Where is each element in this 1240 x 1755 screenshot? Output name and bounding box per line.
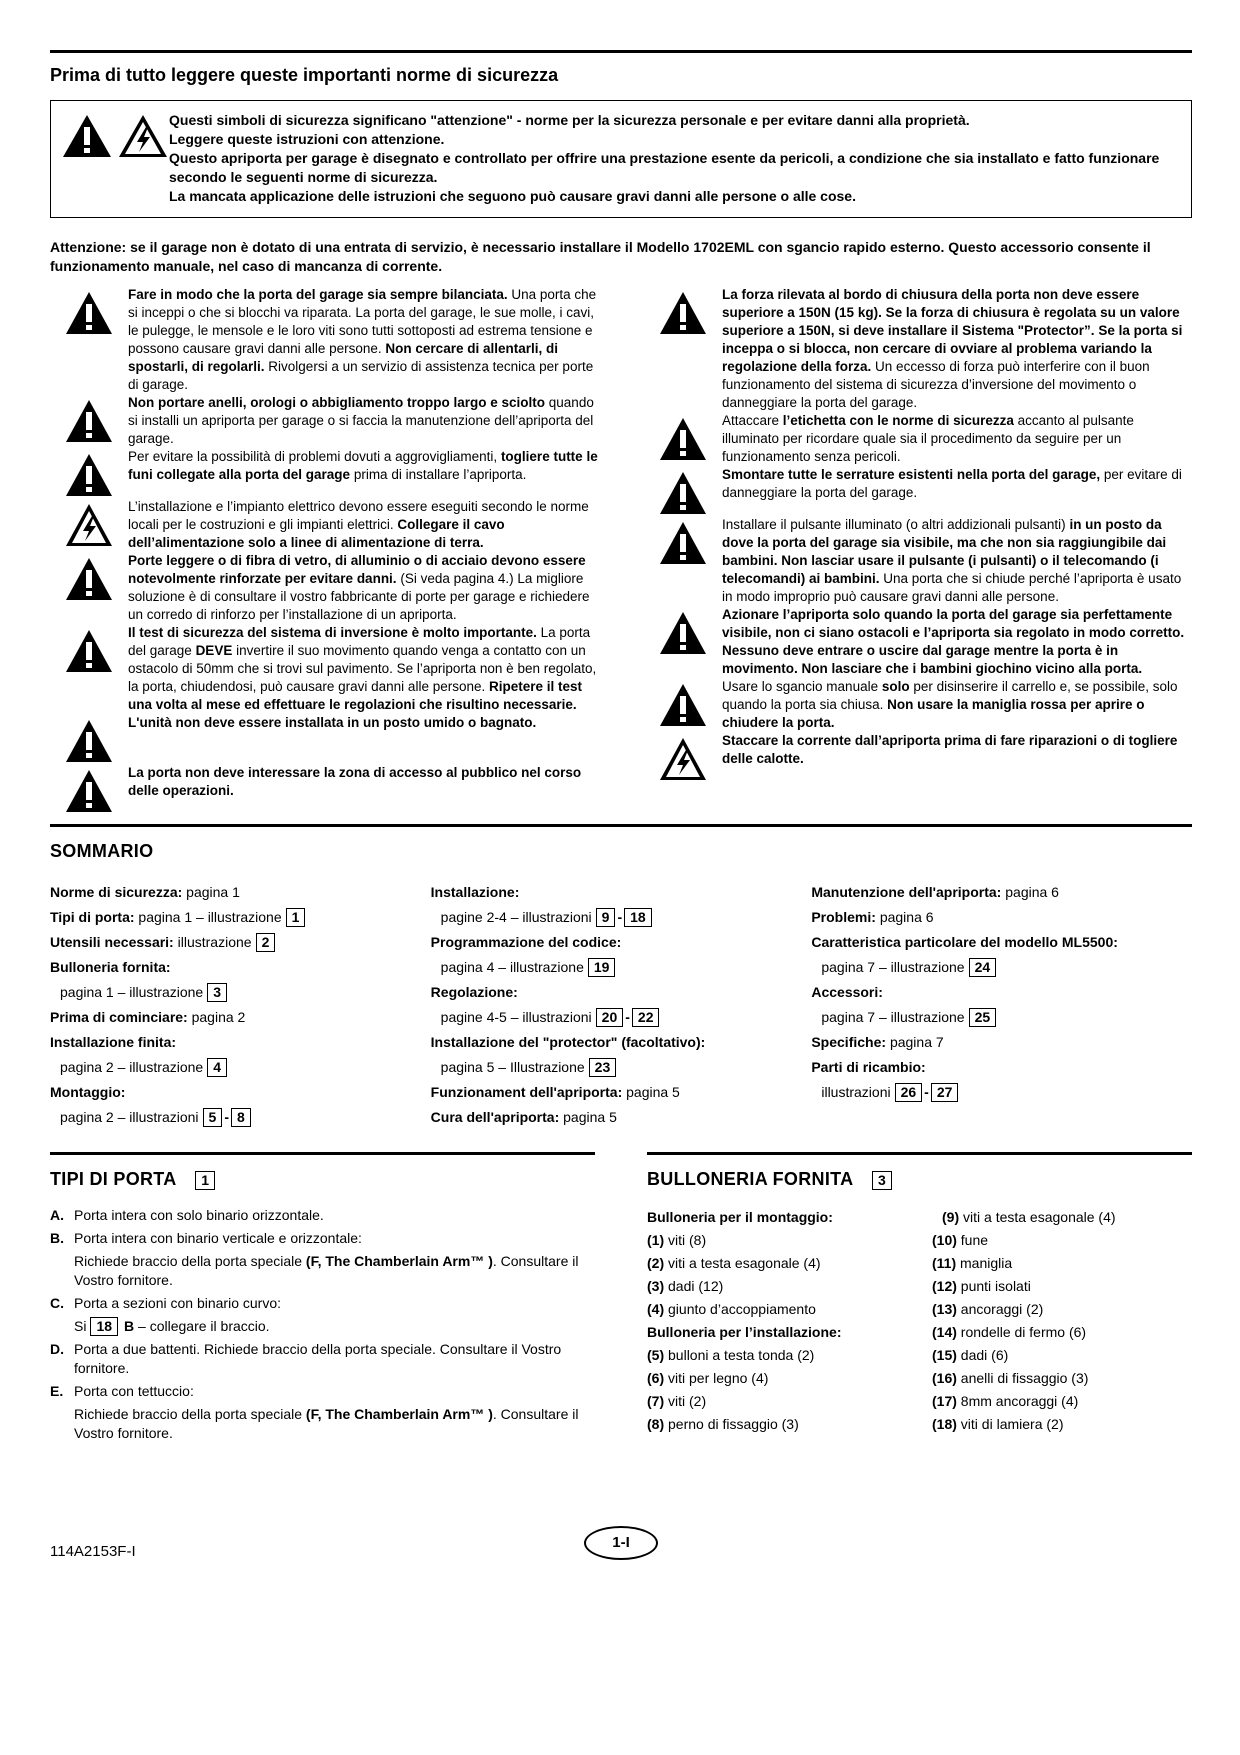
tipi-list (50, 1206, 595, 1443)
warning-icon (644, 412, 722, 462)
warning-text (722, 606, 1192, 678)
sommario-entry (431, 1030, 812, 1055)
door-type-letter: B. (50, 1230, 64, 1246)
door-type-text: Porta a sezioni con binario curvo: (74, 1295, 281, 1311)
door-type-item (50, 1382, 595, 1443)
illustration-ref: 2 (256, 933, 276, 952)
warning-text-part: La porta non deve interessare la zona di accesso al pubblico nel corso delle operazioni. (128, 765, 582, 798)
hardware-number: (11) (932, 1255, 957, 1271)
warning-text (128, 764, 598, 800)
intro-text (169, 111, 1181, 206)
bulloneria-title (647, 1169, 1192, 1190)
hardware-item (932, 1206, 1192, 1229)
tipi-section (50, 1152, 595, 1447)
hardware-label: punti isolati (960, 1278, 1031, 1294)
warning-text-part: quando si installi un apriporta per garage o si faccia la manutenzione dell’apriporta del garage. (128, 395, 594, 446)
sommario-entry (431, 1055, 812, 1080)
warning-item (50, 394, 598, 448)
warning-icon (50, 286, 128, 336)
sommario-label: Tipi di porta: (50, 909, 135, 925)
sommario-entry (50, 1055, 431, 1080)
hardware-label: ancoraggi (2) (960, 1301, 1044, 1317)
door-type-note (74, 1317, 281, 1336)
sommario-page: pagina 1 – illustrazione (60, 984, 204, 1000)
sommario-page: pagine 2-4 – illustrazioni (440, 909, 592, 925)
sommario-label: Bulloneria fornita: (50, 959, 171, 975)
sommario-entry (431, 980, 812, 1005)
sommario-page: pagina 2 – illustrazioni (60, 1109, 199, 1125)
hardware-label: giunto d’accoppiamento (668, 1301, 816, 1317)
illustration-ref: 9 (596, 908, 616, 927)
door-type-text: Porta intera con binario verticale e orizzontale: (74, 1230, 362, 1246)
sommario-label: Montaggio: (50, 1084, 126, 1100)
warning-text-part: DEVE (195, 643, 233, 658)
hardware-item (647, 1229, 932, 1252)
hardware-number: (13) (932, 1301, 957, 1317)
range-dash: - (625, 1009, 630, 1025)
hardware-number: (5) (647, 1347, 665, 1363)
warning-text-part: Usare lo sgancio manuale (722, 679, 882, 694)
range-dash: - (617, 909, 623, 925)
hardware-item (932, 1413, 1192, 1436)
hardware-label: viti (2) (668, 1393, 707, 1409)
warning-text-part: La forza rilevata al bordo di chiusura della porta non deve essere superiore a 150N (15 kg). Se la forza di chiusura è regolata su un valore superiore a 150N, si deve installare il Sistema "Protector”. Se la porta si inceppa o si blocca, non cercare di ovviare al problema variando la regolazione della forza. (722, 287, 1183, 374)
door-type-text: Porta con tettuccio: (74, 1383, 194, 1399)
sommario-entry (431, 1080, 812, 1105)
hardware-number: (8) (647, 1416, 665, 1432)
warning-item (644, 732, 1192, 782)
hardware-item (932, 1321, 1192, 1344)
door-type-body (74, 1294, 281, 1336)
illustration-ref: 26 (895, 1083, 923, 1102)
illustration-ref: 23 (589, 1058, 617, 1077)
sommario-label: Installazione: (430, 884, 520, 900)
sommario-page: pagina 7 (889, 1034, 944, 1050)
hardware-col-1 (647, 1206, 932, 1436)
warning-text-part: Per evitare la possibilità di problemi dovuti a aggrovigliamenti, (128, 449, 501, 464)
illustration-ref: 19 (588, 958, 616, 977)
sommario-entry (811, 930, 1192, 955)
illustration-ref: 3 (207, 983, 227, 1002)
sommario-label: Installazione finita: (50, 1034, 177, 1050)
hardware-number: (15) (932, 1347, 957, 1363)
range-dash: - (224, 1109, 229, 1125)
sommario-entry (50, 1005, 431, 1030)
sommario-label: Manutenzione dell'apriporta: (811, 884, 1002, 900)
hardware-number: (4) (647, 1301, 665, 1317)
warning-item (50, 624, 598, 714)
sommario-entry (431, 1005, 812, 1030)
sommario-label: Programmazione del codice: (430, 934, 622, 950)
warning-text-part: prima di installare l’apriporta. (350, 467, 527, 482)
sommario-page: pagina 5 – Illustrazione (440, 1059, 585, 1075)
hardware-number: (17) (932, 1393, 957, 1409)
warnings (50, 286, 1192, 814)
hardware-group-title (647, 1206, 932, 1229)
hardware-label: viti a testa esagonale (4) (668, 1255, 821, 1271)
illustration-ref: 18 (624, 908, 652, 927)
warning-text-part: per disinserire il carrello e, se possibile, solo quando la porta sia chiusa. (722, 679, 1178, 712)
warning-text (128, 552, 598, 624)
door-type-letter: E. (50, 1383, 64, 1399)
top-rule (50, 50, 1192, 53)
hardware-item (932, 1298, 1192, 1321)
door-type-text: Porta a due battenti. Richiede braccio della porta speciale. Consultare il Vostro fornitore. (74, 1341, 562, 1376)
hardware-number: (7) (647, 1393, 665, 1409)
sommario-entry (811, 980, 1192, 1005)
door-type-note (74, 1252, 595, 1290)
hardware-item (932, 1252, 1192, 1275)
warnings-left (50, 286, 598, 814)
warning-item (644, 466, 1192, 516)
warning-text-part: Una porta che si inceppi o che si blocchi va riparata. La porta del garage, le sue molle, i cavi, le pulegge, le mensole e le loro viti sono tutti sottoposti ad estrema tensione e possono causare gravi danni alle persone. (128, 287, 597, 356)
sommario-col (431, 880, 812, 1130)
hardware-label: rondelle di fermo (6) (960, 1324, 1087, 1340)
warning-text-part: Non usare la maniglia rossa per aprire o chiudere la porta. (722, 697, 1145, 730)
warning-item (644, 412, 1192, 466)
warning-text-part: Il test di sicurezza del sistema di inversione è molto importante. (128, 625, 537, 640)
sommario-entry (811, 905, 1192, 930)
hardware-label: viti (8) (668, 1232, 707, 1248)
sommario-page: pagina 6 (879, 909, 934, 925)
hardware-label: viti per legno (4) (668, 1370, 769, 1386)
tipi-rule (50, 1152, 595, 1155)
sommario-entry (811, 1005, 1192, 1030)
illustration-ref: 5 (203, 1108, 223, 1127)
illustration-ref: 8 (231, 1108, 251, 1127)
warning-text-part: accanto al pulsante illuminato per ricordare quale sia il procedimento da seguire per un funzionamento senza pericoli. (722, 413, 1134, 464)
warning-text (722, 732, 1192, 768)
sommario-page: pagina 4 – illustrazione (440, 959, 584, 975)
sommario-entry (431, 930, 812, 955)
hardware-number: (9) (942, 1209, 960, 1225)
intro-line: La mancata applicazione delle istruzioni che seguono può causare gravi danni alle persone o alle cose. (169, 188, 856, 204)
electric-warning-icon (117, 113, 169, 159)
attention-note: Attenzione: se il garage non è dotato di una entrata di servizio, è necessario installare il Modello 1702EML con sgancio rapido esterno. Questo accessorio consente il funzionamento manuale, nel caso di mancanza di corrente. (50, 239, 1151, 274)
hardware-group-label: Bulloneria per l’installazione: (647, 1324, 842, 1340)
warning-icon (50, 714, 128, 764)
hardware-number: (3) (647, 1278, 665, 1294)
sommario-page: pagina 6 (1005, 884, 1059, 900)
door-type-note-part: . Consultare il Vostro fornitore. (74, 1253, 579, 1288)
warning-item (50, 448, 598, 498)
bottom-section (50, 1152, 1192, 1447)
illustration-ref: 1 (286, 908, 306, 927)
illustration-ref: 25 (969, 1008, 997, 1027)
bulloneria-title-text: BULLONERIA FORNITA (647, 1169, 853, 1189)
door-type-note-part: Richiede braccio della porta speciale (74, 1253, 306, 1269)
sommario-col (50, 880, 431, 1130)
sommario-page: pagina 2 – illustrazione (60, 1059, 204, 1075)
warning-text (128, 498, 598, 552)
sommario-page: pagina 1 – illustrazione (138, 909, 282, 925)
sommario-label: Regolazione: (430, 984, 518, 1000)
door-type-body (74, 1382, 595, 1443)
sommario-entry (811, 955, 1192, 980)
sommario-label: Caratteristica particolare del modello ML5500: (811, 934, 1118, 950)
hardware-label: viti di lamiera (2) (960, 1416, 1064, 1432)
warning-icon (644, 286, 722, 336)
door-type-item (50, 1340, 595, 1378)
hardware-item (647, 1298, 932, 1321)
sommario-page: illustrazione (177, 934, 252, 950)
hardware-number: (18) (932, 1416, 957, 1432)
hardware-number: (6) (647, 1370, 665, 1386)
sommario-label: Parti di ricambio: (811, 1059, 926, 1075)
sommario-entry (50, 880, 431, 905)
warnings-right (644, 286, 1192, 814)
warning-text (722, 466, 1192, 502)
sommario-label: Cura dell'apriporta: (430, 1109, 560, 1125)
door-type-body (74, 1340, 595, 1378)
door-type-note-part: Si (74, 1318, 87, 1334)
sommario-entry (50, 930, 431, 955)
warning-icon (644, 678, 722, 728)
hardware-label: maniglia (960, 1255, 1013, 1271)
door-type-letter: D. (50, 1341, 64, 1357)
page-title: Prima di tutto leggere queste importanti norme di sicurezza (50, 65, 559, 85)
hardware-label: dadi (6) (960, 1347, 1009, 1363)
warning-item (644, 286, 1192, 412)
hardware-label: 8mm ancoraggi (4) (960, 1393, 1079, 1409)
warning-item (644, 606, 1192, 678)
illustration-ref: 1 (195, 1171, 215, 1190)
sommario-entry (811, 1055, 1192, 1080)
warning-icon (61, 113, 113, 159)
warning-item (50, 714, 598, 764)
sommario-page: illustrazioni (821, 1084, 891, 1100)
warning-text-part: Non cercare di allentarli, di spostarli, di regolarli. (128, 341, 558, 374)
sommario-entry (431, 1105, 812, 1130)
door-type-note-part: (F, The Chamberlain Arm™ ) (305, 1406, 493, 1422)
bulloneria-rule (647, 1152, 1192, 1155)
intro-line: Leggere queste istruzioni con attenzione. (169, 131, 445, 147)
sommario-page: pagina 7 – illustrazione (821, 1009, 965, 1025)
electric-warning-icon (50, 498, 128, 548)
sommario-entry (50, 1105, 431, 1130)
warning-text-part: Staccare la corrente dall’apriporta prima di fare riparazioni o di togliere delle calotte. (722, 733, 1178, 766)
sommario-label: Accessori: (811, 984, 883, 1000)
illustration-ref: 4 (207, 1058, 227, 1077)
warning-icon (50, 624, 128, 674)
sommario-entry (50, 1030, 431, 1055)
sommario-page: pagina 2 (191, 1009, 246, 1025)
door-type-note-part: (F, The Chamberlain Arm™ ) (305, 1253, 493, 1269)
warning-text-part: (Si veda pagina 4.) La migliore soluzione è di consultare il vostro fabbricante di porte per garage e richiedere un corredo di rinforzo per l’installazione di un apriporta. (128, 571, 590, 622)
warning-text-part: in un posto da dove la porta del garage sia visibile, ma che non sia raggiungibile dai bambini. Non lasciar usare il pulsante (i pulsanti) o il telecomando (i telecomandi) ai bambini. (722, 517, 1167, 586)
door-type-item (50, 1294, 595, 1336)
warning-text (128, 448, 598, 484)
hardware-item (932, 1229, 1192, 1252)
warning-text-part: togliere tutte le funi collegate alla porta del garage (128, 449, 598, 482)
sommario-entry (431, 955, 812, 980)
door-type-note-part: – collegare il braccio. (134, 1318, 270, 1334)
tipi-title (50, 1169, 595, 1190)
warning-text-part: invertire il suo movimento quando venga a contatto con un ostacolo di 50mm che si trovi sul pavimento. Se l’apriporta non è ben regolato, la porta, chiudendosi, può causare gravi danni alle persone. (128, 643, 597, 694)
tipi-title-text: TIPI DI PORTA (50, 1169, 176, 1189)
warning-text-part: Porte leggere o di fibra di vetro, di alluminio o di acciaio devono essere notevolmente rinforzate per evitare danni. (128, 553, 586, 586)
sommario-label: Prima di cominciare: (50, 1009, 188, 1025)
hardware-item (647, 1344, 932, 1367)
warning-text-part: per evitare di danneggiare la porta del garage. (722, 467, 1182, 500)
warning-text-part: L’installazione e l’impianto elettrico devono essere eseguiti secondo le norme locali per le costruzioni e gli impianti elettrici. (128, 499, 589, 532)
warning-text-part: Ripetere il test una volta al mese ed effettuare le regolazioni che risultino necessarie. (128, 679, 583, 712)
sommario-entry (50, 905, 431, 930)
warning-text-part: Azionare l’apriporta solo quando la porta del garage sia perfettamente visibile, non ci siano ostacoli e l’apriporta sia regolato in modo corretto. Nessuno deve entrare o uscire dal garage mentre la porta è in movimento. Non lasciare che i bambini giochino vicino alla porta. (722, 607, 1185, 676)
hardware-number: (14) (932, 1324, 957, 1340)
warning-icon (644, 466, 722, 516)
door-type-item (50, 1229, 595, 1290)
door-type-note-part: Richiede braccio della porta speciale (74, 1406, 306, 1422)
warning-text-part: Una porta che si chiude perché l’apriporta è usato in modo improprio può causare gravi danni alle persone. (722, 571, 1182, 604)
hardware-label: bulloni a testa tonda (2) (668, 1347, 815, 1363)
door-type-item (50, 1206, 595, 1225)
door-type-letter: C. (50, 1295, 64, 1311)
sommario-entry (811, 880, 1192, 905)
sommario-title: SOMMARIO (50, 841, 154, 861)
warning-text-part: Rivolgersi a un servizio di assistenza tecnica per porte di garage. (128, 359, 594, 392)
intro-line: Questi simboli di sicurezza significano "attenzione" - norme per la sicurezza personale e per evitare danni alla proprietà. (169, 112, 970, 128)
hardware-number: (10) (932, 1232, 957, 1248)
warning-item (644, 678, 1192, 732)
hardware-label: anelli di fissaggio (3) (960, 1370, 1089, 1386)
sommario-rule (50, 824, 1192, 827)
sommario-label: Specifiche: (811, 1034, 887, 1050)
hardware-item (647, 1275, 932, 1298)
document-code: 114A2153F-I (50, 1543, 136, 1560)
sommario-entry (50, 955, 431, 980)
warning-icon (644, 606, 722, 656)
sommario-label: Norme di sicurezza: (50, 884, 183, 900)
warning-icon (644, 516, 722, 566)
warning-text (722, 516, 1192, 606)
warning-text-part: L'unità non deve essere installata in un posto umido o bagnato. (128, 715, 537, 730)
hardware-item (647, 1390, 932, 1413)
sommario-col (811, 880, 1192, 1130)
hardware-item (647, 1252, 932, 1275)
warning-text-part: Collegare il cavo dell’alimentazione solo a linee di alimentazione di terra. (128, 517, 505, 550)
warning-text (128, 624, 598, 714)
hardware-item (932, 1275, 1192, 1298)
illustration-ref: 24 (969, 958, 997, 977)
illustration-ref: 22 (632, 1008, 660, 1027)
illustration-ref: 27 (931, 1083, 959, 1102)
warning-text-part: Attaccare (722, 413, 783, 428)
hardware-label: fune (960, 1232, 989, 1248)
warning-text-part: solo (881, 679, 910, 694)
warning-text-part: Smontare tutte le serrature esistenti nella porta del garage, (722, 467, 1101, 482)
warning-item (644, 516, 1192, 606)
sommario-page: pagina 1 (186, 884, 240, 900)
sommario-page: pagina 5 (626, 1084, 680, 1100)
door-type-note-part: B (124, 1318, 135, 1334)
hardware-number: (12) (932, 1278, 957, 1294)
sommario-entry (431, 880, 812, 905)
page-number: 1-I (584, 1526, 658, 1560)
door-type-letter: A. (50, 1207, 64, 1223)
hardware-col-2 (932, 1206, 1192, 1436)
sommario-page: pagina 7 – illustrazione (821, 959, 965, 975)
warning-text-part: Installare il pulsante illuminato (o altri addizionali pulsanti) (722, 517, 1070, 532)
warning-text-part: Fare in modo che la porta del garage sia sempre bilanciata. (128, 287, 508, 302)
sommario-table (50, 880, 1192, 1130)
hardware-label: dadi (12) (668, 1278, 724, 1294)
warning-item (50, 552, 598, 624)
warning-item (50, 764, 598, 814)
intro-line: Questo apriporta per garage è disegnato e controllato per offrire una prestazione esente da pericoli, a condizione che sia installato e fatto funzionare secondo le seguenti norme di sicurezza. (169, 150, 1160, 185)
warning-text-part: l’etichetta con le norme di sicurezza (782, 413, 1014, 428)
sommario-entry (811, 1030, 1192, 1055)
warning-text (722, 678, 1192, 732)
sommario-label: Problemi: (811, 909, 876, 925)
intro-icons (61, 113, 169, 159)
warning-text (722, 286, 1192, 412)
sommario-page: pagina 5 (563, 1109, 617, 1125)
warning-icon (50, 764, 128, 814)
hardware-item (932, 1367, 1192, 1390)
warning-text (128, 394, 598, 448)
sommario-page: pagine 4-5 – illustrazioni (440, 1009, 592, 1025)
warning-text-part: La porta del garage (128, 625, 591, 658)
door-type-text: Porta intera con solo binario orizzontale. (74, 1207, 324, 1223)
hardware-group-label: Bulloneria per il montaggio: (647, 1209, 833, 1225)
hardware-item (647, 1367, 932, 1390)
hardware-group-title (647, 1321, 932, 1344)
hardware-item (932, 1344, 1192, 1367)
sommario-label: Utensili necessari: (50, 934, 174, 950)
sommario-label: Installazione del "protector" (facoltativo): (430, 1034, 706, 1050)
warning-text (128, 286, 598, 394)
sommario-entry (50, 980, 431, 1005)
warning-item (50, 498, 598, 552)
hardware-number: (16) (932, 1370, 957, 1386)
sommario-entry (811, 1080, 1192, 1105)
hardware-number: (1) (647, 1232, 665, 1248)
warning-item (50, 286, 598, 394)
warning-icon (50, 394, 128, 444)
hardware-label: viti a testa esagonale (4) (963, 1209, 1116, 1225)
warning-text (128, 714, 536, 732)
hardware-item (647, 1413, 932, 1436)
sommario-entry (50, 1080, 431, 1105)
hardware-list (647, 1206, 1192, 1436)
electric-warning-icon (644, 732, 722, 782)
hardware-item (932, 1390, 1192, 1413)
warning-text (722, 412, 1192, 466)
door-type-note (74, 1405, 595, 1443)
range-dash: - (924, 1084, 929, 1100)
illustration-ref: 3 (872, 1171, 892, 1190)
door-type-body (74, 1229, 595, 1290)
warning-icon (50, 552, 128, 602)
illustration-ref: 18 (90, 1317, 118, 1336)
door-type-note-part: . Consultare il Vostro fornitore. (74, 1406, 579, 1441)
warning-text-part: Un eccesso di forza può interferire con il buon funzionamento del sistema di sicurezza d’inversione del movimento o danneggiare la porta del garage. (722, 359, 1150, 410)
sommario-label: Funzionament dell'apriporta: (430, 1084, 623, 1100)
illustration-ref: 20 (596, 1008, 624, 1027)
hardware-label: perno di fissaggio (3) (668, 1416, 799, 1432)
bulloneria-section (647, 1152, 1192, 1447)
door-type-body (74, 1206, 324, 1225)
intro-box (50, 100, 1192, 218)
warning-text-part: Non portare anelli, orologi o abbigliamento troppo largo e sciolto (128, 395, 546, 410)
hardware-number: (2) (647, 1255, 665, 1271)
warning-icon (50, 448, 128, 498)
sommario-entry (431, 905, 812, 930)
